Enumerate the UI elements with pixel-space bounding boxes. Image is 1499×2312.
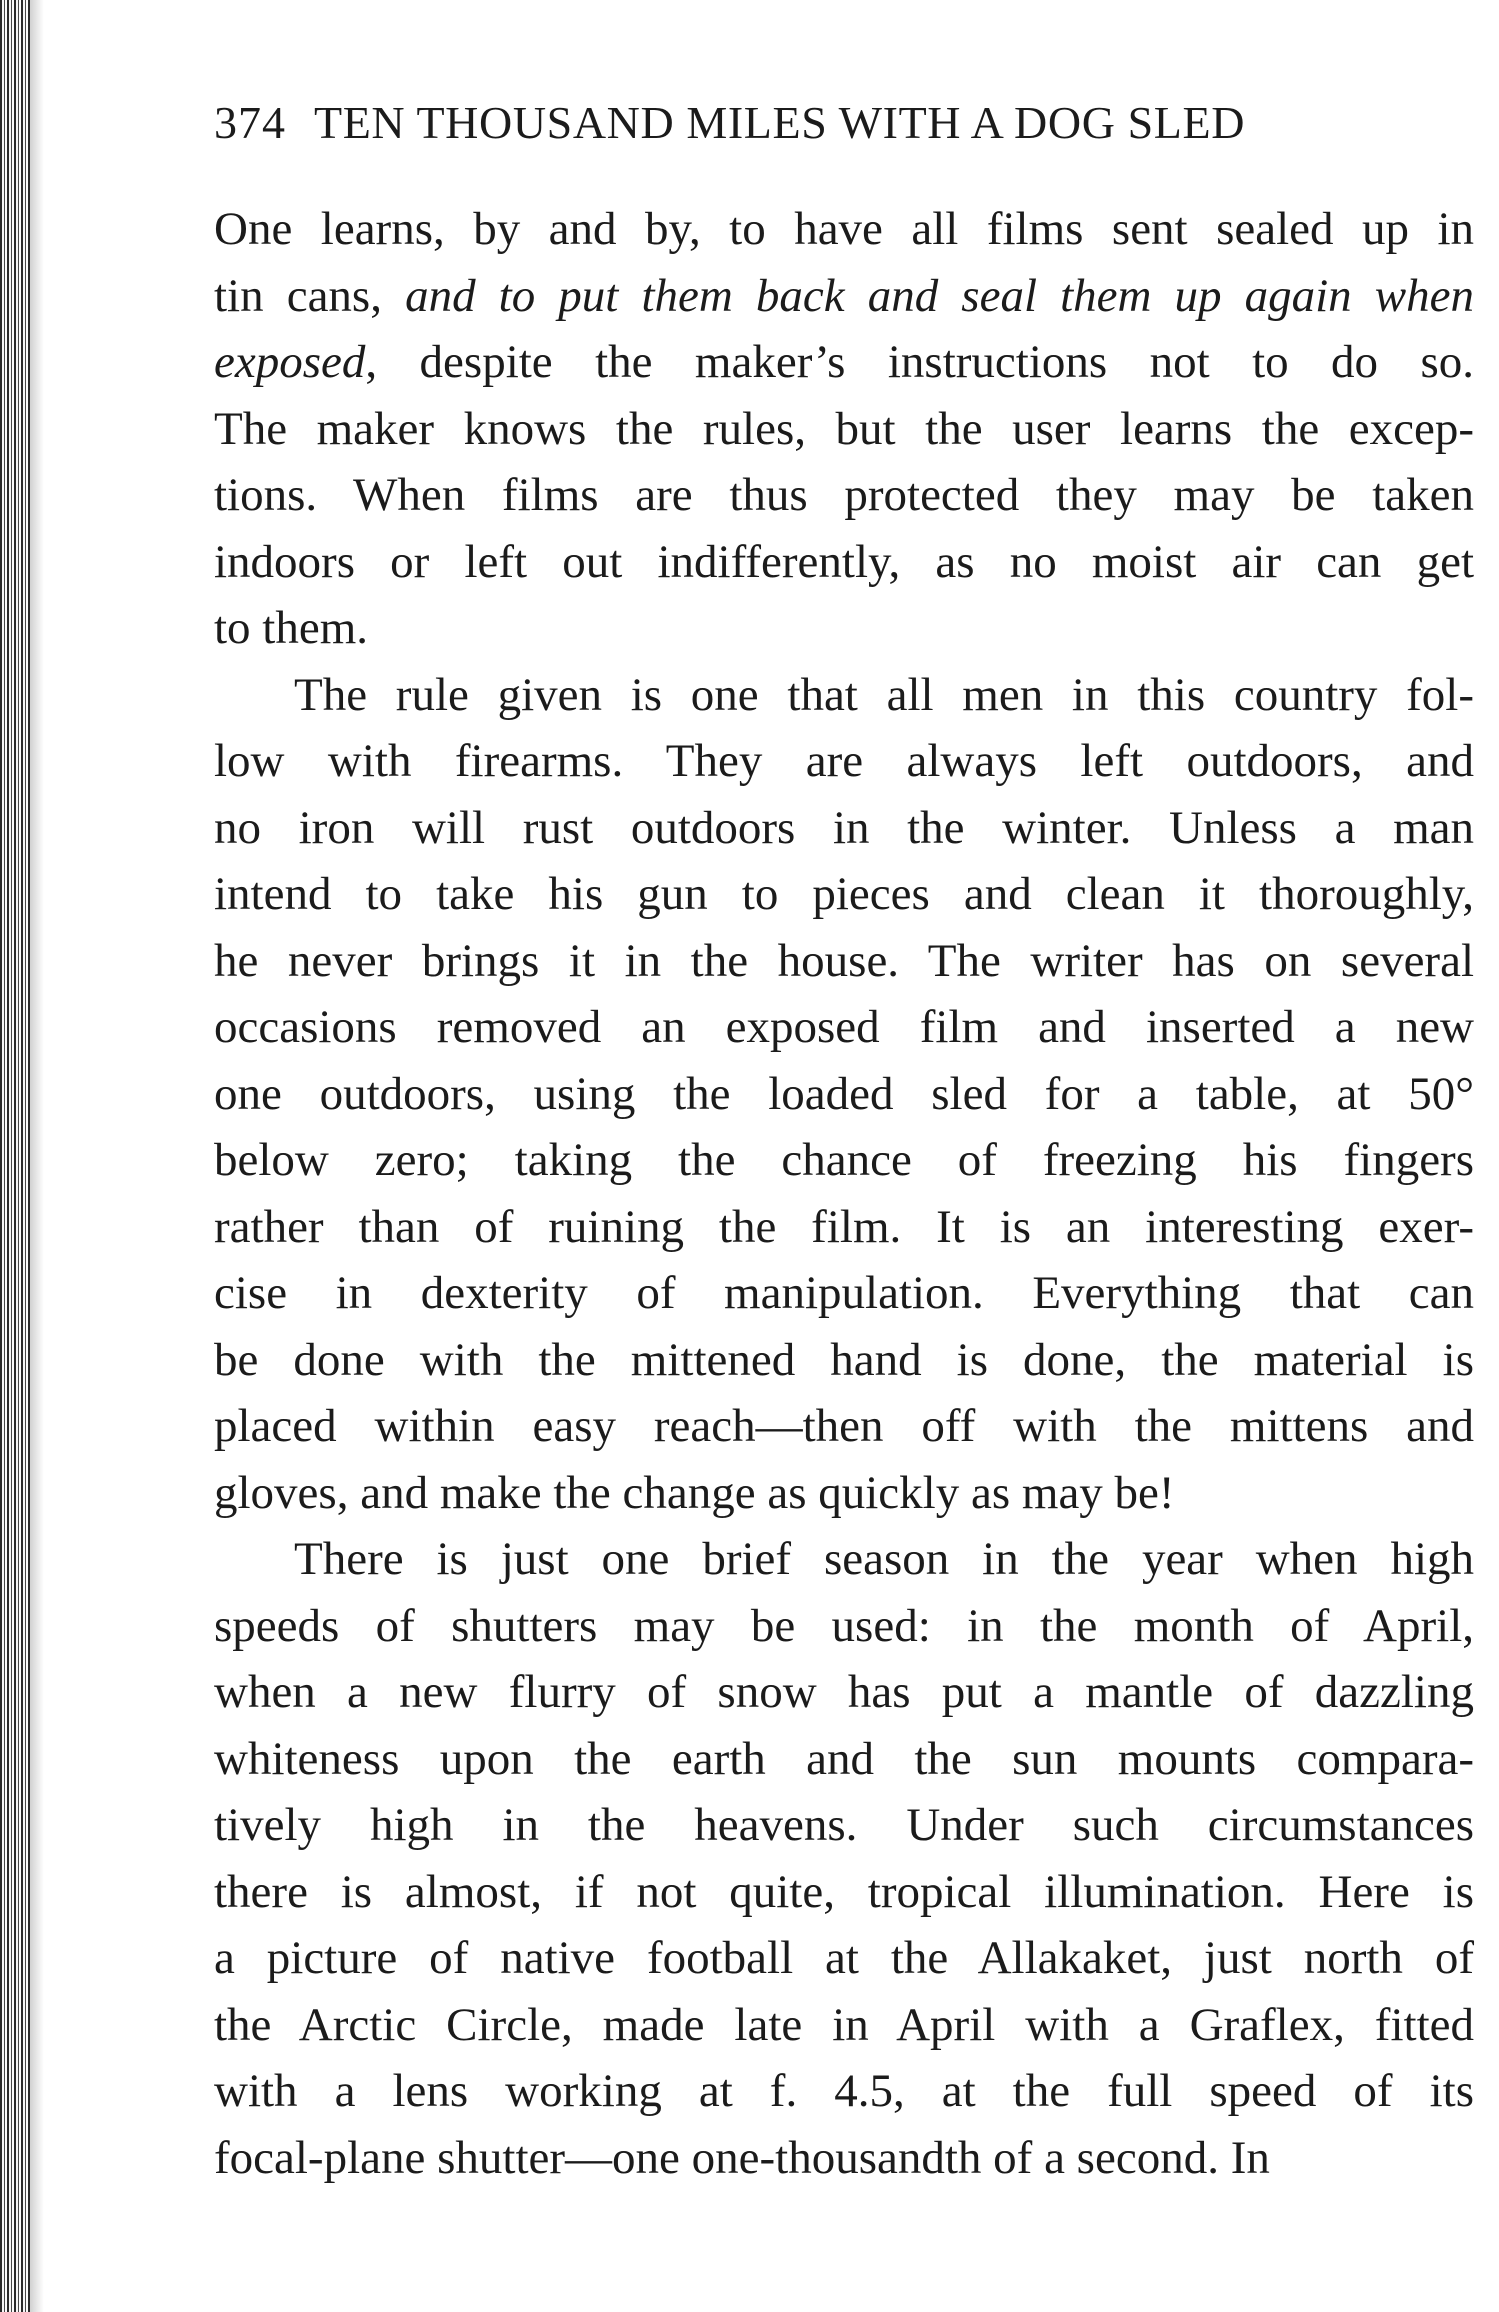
text-line: speeds of shutters may be used: in the month of April, [214,1599,1474,1652]
text-line: placed within easy reach—then off with the mittens and [214,1400,1474,1452]
book-binding-edge [0,0,30,2312]
text-line: tively high in the heavens. Under such circumstances [214,1799,1474,1851]
page-number: 374 [214,97,286,148]
text-line: no iron will rust outdoors in the winter. Unless a man [214,801,1474,854]
running-title: TEN THOUSAND MILES WITH A DOG SLED [314,97,1246,148]
text-line-mixed [214,329,1474,396]
text-line: below zero; taking the chance of freezing his fingers [214,1134,1474,1186]
text-line: low with firearms. They are always left outdoors, and [214,735,1474,787]
text-line: The rule given is one that all men in this country fol- [294,668,1474,721]
text-line: There is just one brief season in the year when high [294,1533,1474,1585]
text-line: when a new flurry of snow has put a mantle of dazzling [214,1666,1474,1718]
text-span: tin cans, [214,269,406,322]
text-line: with a lens working at f. 4.5, at the full speed of its [214,2065,1474,2117]
text-line-mixed [214,263,1474,330]
text-line: he never brings it in the house. The writer has on several [214,934,1474,987]
running-header [214,96,1474,176]
binding-shadow [30,0,44,2312]
text-line: whiteness upon the earth and the sun mounts compara- [214,1732,1474,1785]
text-line: The maker knows the rules, but the user learns the excep- [214,402,1474,455]
text-line: the Arctic Circle, made late in April with a Graflex, fitted [214,1998,1474,2051]
text-line: be done with the mittened hand is done, the material is [214,1333,1474,1386]
text-line: cise in dexterity of manipulation. Everything that can [214,1267,1474,1319]
text-line: a picture of native football at the Allakaket, just north of [214,1932,1474,1984]
italic-phrase: and to put them back and seal them up again when [405,269,1474,322]
body-text [214,196,1474,2191]
text-line: rather than of ruining the film. It is an interesting exer- [214,1200,1474,1253]
text-line: intend to take his gun to pieces and clean it thoroughly, [214,868,1474,920]
text-line: indoors or left out indifferently, as no moist air can get [214,535,1474,588]
text-line: one outdoors, using the loaded sled for a table, at 50° [214,1067,1474,1120]
text-line: gloves, and make the change as quickly as may be! [214,1466,1175,1519]
text-span: , despite the maker’s instructions not to do so. [365,336,1474,388]
italic-word: exposed [214,336,366,388]
text-line: focal-plane shutter—one one-thousandth of a second. In [214,2131,1270,2184]
book-page [214,96,1474,2191]
text-line: there is almost, if not quite, tropical illumination. Here is [214,1865,1474,1918]
text-line: occasions removed an exposed film and inserted a new [214,1001,1474,1053]
text-line: One learns, by and by, to have all films sent sealed up in [214,203,1474,255]
text-line: tions. When films are thus protected they may be taken [214,469,1474,521]
text-line: to them. [214,602,369,654]
